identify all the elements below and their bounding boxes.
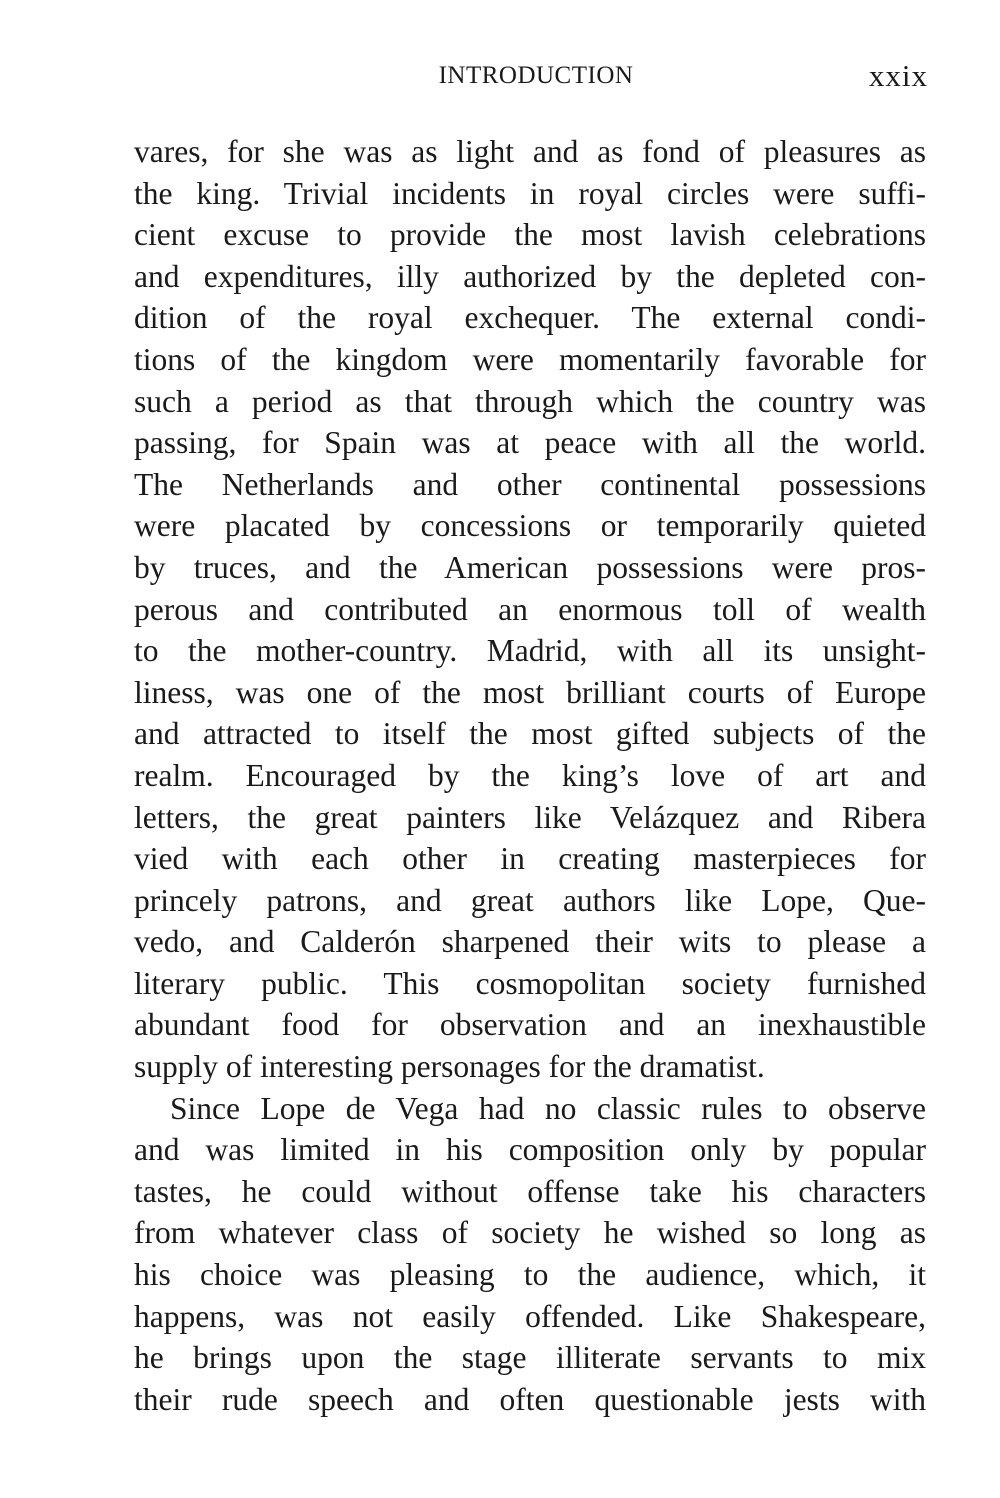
page-number: xxix	[868, 58, 928, 93]
text-line: their rude speech and often questionable jests with	[134, 1381, 926, 1417]
text-line: vedo, and Calderón sharpened their wits to please a	[134, 924, 926, 960]
text-line: princely patrons, and great authors like Lope, Que-	[134, 882, 926, 918]
text-line: vied with each other in creating masterpieces for	[134, 841, 926, 877]
paragraph-2	[134, 1088, 926, 1421]
running-title: INTRODUCTION	[438, 62, 634, 89]
running-head	[134, 56, 928, 96]
text-line: The Netherlands and other continental possessions	[134, 466, 926, 502]
text-line: letters, the great painters like Velázquez and Ribera	[134, 799, 926, 835]
text-line: such a period as that through which the country was	[134, 383, 926, 419]
text-line: and attracted to itself the most gifted subjects of the	[134, 716, 926, 752]
text-line: vares, for she was as light and as fond of pleasures as	[134, 134, 926, 169]
body-text	[134, 131, 926, 1420]
text-line: supply of interesting personages for the dramatist.	[134, 1049, 765, 1085]
text-line: to the mother-country. Madrid, with all its unsight-	[134, 633, 926, 669]
text-line: the king. Trivial incidents in royal circles were suffi-	[134, 175, 926, 211]
text-line: happens, was not easily offended. Like Shakespeare,	[134, 1298, 926, 1334]
text-line: Since Lope de Vega had no classic rules to observe	[170, 1090, 926, 1126]
text-line: by truces, and the American possessions were pros-	[134, 549, 926, 585]
text-line: he brings upon the stage illiterate servants to mix	[134, 1340, 926, 1376]
text-line: from whatever class of society he wished so long as	[134, 1215, 926, 1251]
paragraph-1	[134, 131, 926, 1088]
text-line: his choice was pleasing to the audience, which, it	[134, 1257, 926, 1293]
text-line: tions of the kingdom were momentarily favorable for	[134, 341, 926, 377]
text-line: passing, for Spain was at peace with all the world.	[134, 425, 926, 461]
text-line: literary public. This cosmopolitan society furnished	[134, 965, 926, 1001]
text-line: tastes, he could without offense take his characters	[134, 1173, 926, 1209]
text-line: perous and contributed an enormous toll of wealth	[134, 591, 926, 627]
text-line: abundant food for observation and an inexhaustible	[134, 1007, 926, 1043]
text-line: cient excuse to provide the most lavish celebrations	[134, 217, 926, 253]
text-line: dition of the royal exchequer. The external condi-	[134, 300, 926, 336]
text-line: realm. Encouraged by the king’s love of art and	[134, 757, 926, 793]
text-line: liness, was one of the most brilliant courts of Europe	[134, 674, 926, 710]
text-line: and expenditures, illy authorized by the depleted con-	[134, 258, 926, 294]
text-line: were placated by concessions or temporarily quieted	[134, 508, 926, 544]
text-line: and was limited in his composition only by popular	[134, 1132, 926, 1168]
